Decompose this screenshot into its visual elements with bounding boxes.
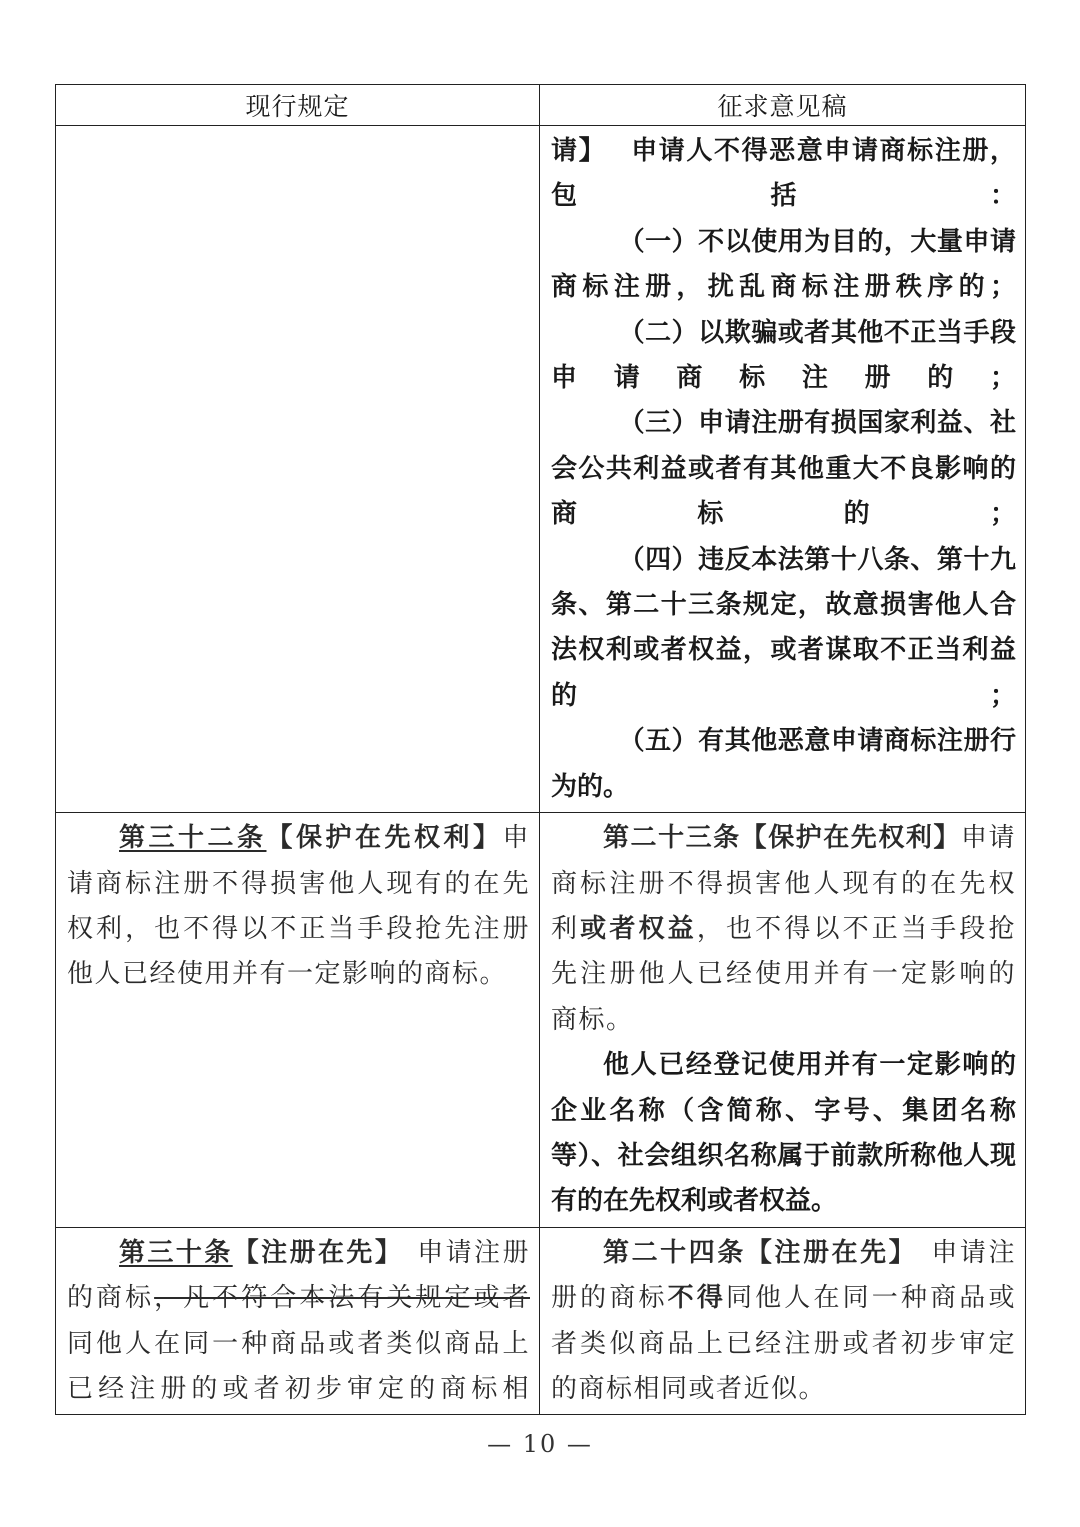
draft-cell [540,126,1026,813]
draft-item: （三）申请注册有损国家利益、社会公共利益或者有其他重大不良影响的商标的； [551,408,1016,530]
draft-paragraph [551,816,1016,1043]
draft-cell [540,1227,1026,1415]
current-rules-cell [56,1227,540,1415]
draft-paragraph [551,129,1016,220]
deleted-text: ，凡不符合本法有关规定或者 [154,1283,530,1314]
table-row [56,1227,1026,1415]
article-heading: 【注册在先】 [745,1237,918,1268]
header-current-rules: 现行规定 [56,85,540,126]
added-text: 不得 [667,1283,726,1314]
draft-item: （五）有其他恶意申请商标注册行为的。 [551,726,1016,802]
article-text: 申请注册的商标 [551,1237,1016,1314]
comparison-table [55,84,1026,1415]
article-heading: 【保护在先权利】 [740,823,961,854]
article-number: 第二十四条 [603,1237,746,1268]
draft-item: （二）以欺骗或者其他不正当手段申请商标注册的； [551,317,1016,394]
current-rules-cell [56,813,540,1228]
draft-text: 申请人不得恶意申请商标注册，包括： [551,136,1016,212]
draft-paragraph [551,1231,1016,1413]
article-number: 第三十条 [119,1237,233,1268]
current-rules-cell [56,126,540,813]
article-text: ，也不得以不正当手段抢先注册他人已经使用并有一定影响的商标。 [551,913,1016,1035]
added-text: 或者权益 [580,913,697,944]
article-text: 申请注册的商标 [67,1237,530,1314]
article-heading-tail: 请】 [551,136,607,166]
draft-item: （一）不以使用为目的，大量申请商标注册，扰乱商标注册秩序的； [551,226,1016,303]
page-number: — 10 — [487,1430,593,1458]
draft-item: （四）违反本法第十八条、第十九条、第二十三条规定，故意损害他人合法权利或者权益，或者谋取不正当利益的； [551,544,1016,711]
table-row [56,126,1026,813]
article-text: 申请商标注册不得损害他人现有的在先权利，也不得以不正当手段抢先注册他人已经使用并有一定影响的商标。 [67,823,530,990]
article-heading: 【注册在先】 [232,1237,404,1268]
article-number: 第三十二条 [119,823,267,854]
article-text: 同他人在同一种商品或者类似商品上已经注册或者初步审定的商标相同或者近似。 [551,1283,1016,1404]
table-row [56,813,1026,1228]
header-draft: 征求意见稿 [540,85,1026,126]
article-number: 第二十三条 [603,823,741,854]
draft-cell [540,813,1026,1228]
table-header-row [56,85,1026,126]
draft-paragraph-added: 他人已经登记使用并有一定影响的企业名称（含简称、字号、集团名称等）、社会组织名称属于前款所称他人现有的在先权利或者权益。 [551,1050,1016,1217]
current-paragraph [67,816,530,998]
article-text: 同他人在同一种商品或者类似商品上已经注册的或者初步审定的商标相 [67,1328,530,1404]
current-paragraph [67,1231,530,1413]
article-heading: 【保护在先权利】 [266,823,503,854]
article-text: 申请商标注册不得损害他人现有的在先权利 [551,823,1016,944]
